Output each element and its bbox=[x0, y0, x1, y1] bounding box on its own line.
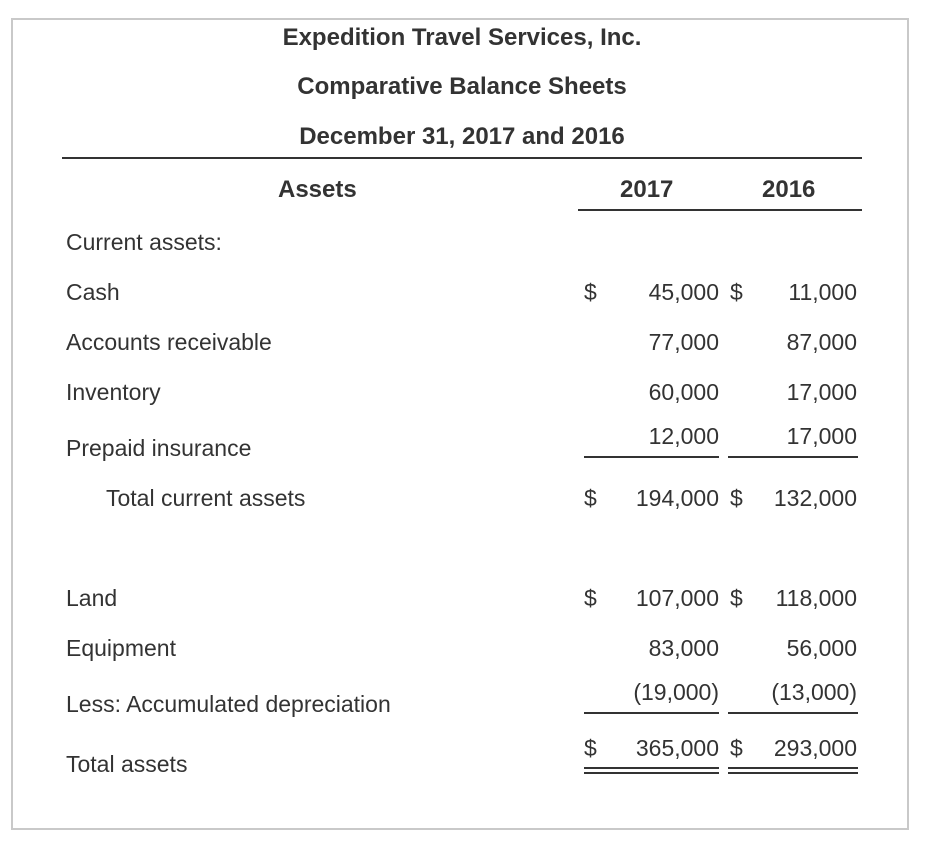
statement-dates: December 31, 2017 and 2016 bbox=[299, 123, 625, 150]
cash-2017-value: 45,000 bbox=[648, 279, 719, 305]
total-assets-2017-double-rule-bottom bbox=[584, 772, 719, 774]
inventory-2016-value: 17,000 bbox=[786, 379, 857, 405]
total-assets-2017-value: 365,000 bbox=[635, 735, 719, 761]
total-assets-2016-double-rule-top bbox=[728, 767, 858, 769]
accumulated-depreciation-label: Less: Accumulated depreciation bbox=[66, 691, 391, 717]
total-assets-2017-double-rule-top bbox=[584, 767, 719, 769]
total-assets-2016-double-rule-bottom bbox=[728, 772, 858, 774]
land-2017-dollar-sign: $ bbox=[584, 585, 597, 611]
total-current-assets-2017-value: 194,000 bbox=[635, 485, 719, 511]
total-assets-2017-subtotal-rule bbox=[584, 712, 719, 714]
inventory-label: Inventory bbox=[66, 379, 161, 405]
land-2016-dollar-sign: $ bbox=[730, 585, 743, 611]
total-assets-label: Total assets bbox=[66, 751, 188, 777]
cash-label: Cash bbox=[66, 279, 120, 305]
year-2017-header: 2017 bbox=[620, 176, 674, 203]
land-label: Land bbox=[66, 585, 118, 611]
current-assets-2017-subtotal-rule bbox=[584, 456, 719, 458]
total-current-assets-label: Total current assets bbox=[106, 485, 306, 511]
cash-2016-value: 11,000 bbox=[788, 279, 857, 305]
accounts-receivable-2017-value: 77,000 bbox=[648, 329, 719, 355]
prepaid-insurance-2017-value: 12,000 bbox=[648, 423, 719, 449]
land-2017-value: 107,000 bbox=[635, 585, 719, 611]
column-header-rule bbox=[578, 209, 862, 211]
year-2016-header: 2016 bbox=[762, 176, 816, 203]
inventory-2017-value: 60,000 bbox=[648, 379, 719, 405]
total-assets-2017-dollar-sign: $ bbox=[584, 735, 597, 761]
prepaid-insurance-2016-value: 17,000 bbox=[786, 423, 857, 449]
total-assets-2016-dollar-sign: $ bbox=[730, 735, 743, 761]
accounts-receivable-label: Accounts receivable bbox=[66, 329, 272, 355]
total-current-assets-2017-dollar-sign: $ bbox=[584, 485, 597, 511]
company-name: Expedition Travel Services, Inc. bbox=[282, 24, 642, 51]
total-assets-2016-value: 293,000 bbox=[773, 735, 857, 761]
equipment-label: Equipment bbox=[66, 635, 176, 661]
equipment-2017-value: 83,000 bbox=[648, 635, 719, 661]
cash-2017-dollar-sign: $ bbox=[584, 279, 597, 305]
header-rule bbox=[62, 157, 862, 159]
statement-title: Comparative Balance Sheets bbox=[297, 73, 627, 100]
total-assets-2016-subtotal-rule bbox=[728, 712, 858, 714]
assets-column-header: Assets bbox=[278, 176, 357, 203]
total-current-assets-2016-value: 132,000 bbox=[773, 485, 857, 511]
accounts-receivable-2016-value: 87,000 bbox=[786, 329, 857, 355]
accumulated-depreciation-2016-value: (13,000) bbox=[771, 679, 857, 705]
prepaid-insurance-label: Prepaid insurance bbox=[66, 435, 252, 461]
current-assets-2016-subtotal-rule bbox=[728, 456, 858, 458]
current-assets-heading: Current assets: bbox=[66, 229, 222, 255]
land-2016-value: 118,000 bbox=[775, 585, 857, 611]
equipment-2016-value: 56,000 bbox=[786, 635, 857, 661]
cash-2016-dollar-sign: $ bbox=[730, 279, 743, 305]
accumulated-depreciation-2017-value: (19,000) bbox=[633, 679, 719, 705]
total-current-assets-2016-dollar-sign: $ bbox=[730, 485, 743, 511]
